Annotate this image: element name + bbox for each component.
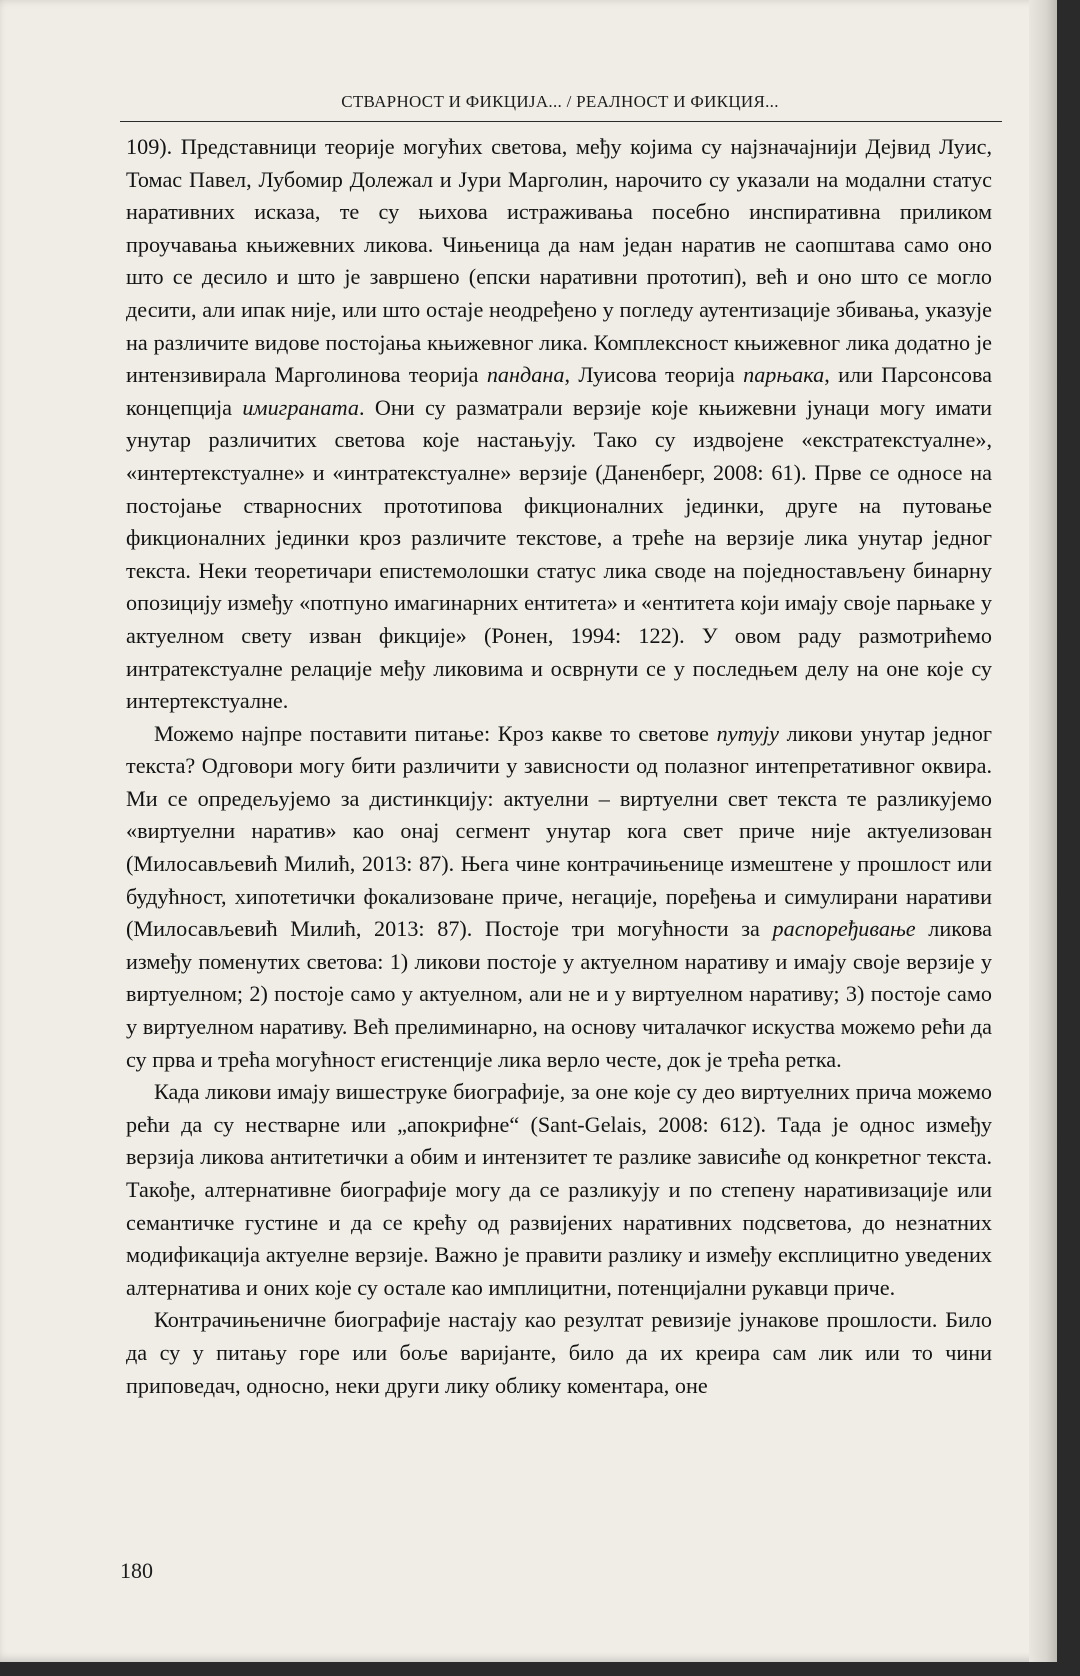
italic-term: имиграната <box>242 394 359 420</box>
text-run: Можемо најпре поставити питање: Кроз какве то светове <box>154 720 717 746</box>
paragraph-4: Контрачињеничне биографије настају као резултат ревизије јунакове прошлости. Било да су у питању горе или боље варијанте, било да их креира сам лик или то чини приповедач, односно, неки други лику облику коментара, оне <box>126 1307 992 1398</box>
text-run: 109). Представници теорије могућих светова, међу којима су најзначајнији Дејвид Луис, Томас Павел, Лубомир Долежал и Јури Марголин, нарочито су указали на модални статус наративних исказа, те су њихова истраживања посебно инспиративна приликом проучавања књижевних ликова. Чињеница да нам један наратив не саопштава само оно што се десило и што је завршено (епски наративни прототип), већ и оно што се могло десити, али ипак није, или што остаје неодређено у погледу аутентизације збивања, указује на различите видове постојања књижевног лика. Комплексност књижевног лика додатно је интензивирала Марголинова теорија <box>126 134 992 388</box>
text-run: , Луисова теорија <box>564 362 744 388</box>
text-run: ликови унутар једног текста? Одговори могу бити различити у зависности од полазног интепретативног оквира. Ми се опредељујемо за дистинкцију: актуелни – виртуелни свет текста те разликујемо «виртуелни наратив» као онај сегмент унутар кога свет приче није актуелизован (Милосављевић Милић, 2013: 87). Њега чине контрачињенице измештене у прошлост или будућност, хипотетички фокализоване приче, негације, поређења и симулирани наративи (Милосављевић Милић, 2013: 87). Постоје три могућности за <box>126 720 992 942</box>
page-number: 180 <box>120 1558 153 1583</box>
italic-term: распоређивање <box>772 916 916 942</box>
italic-term: пандана <box>486 362 565 388</box>
text-run: ликова између поменутих светова: 1) ликови постоје у актуелном наративу и имају своје верзије у виртуелном; 2) постоје само у актуелном, али не и у виртуелном наративу; 3) постоје само у виртуелном наративу. Већ прелиминарно, на основу читалачког искуства можемо рећи да су прва и трећа могућност егистенције лика верло честе, док је трећа ретка. <box>126 916 992 1072</box>
running-head: СТВАРНОСТ И ФИКЦИЈА... / РЕАЛНОСТ И ФИКЦИЯ... <box>341 92 779 111</box>
italic-term: парњака <box>743 362 825 388</box>
italic-term: путују <box>716 720 779 746</box>
paragraph-3: Када ликови имају вишеструке биографије, за оне које су део виртуелних прича можемо рећи да су нестварне или „апокрифне“ (Sant-Gelais, 2008: 612). Тада је однос између верзија ликова антитетички а обим и интензитет те разлике зависиће од конкретног текста. Такође, алтернативне биографије могу да се разликују и по степену наративизације или семантичке густине и да се крећу од развијених наративних подсветова, до незнатних модификација актуелне верзије. Важно је правити разлику и између експлицитно уведених алтернатива и оних које су остале као имплицитни, потенцијални рукавци приче. <box>126 1079 992 1300</box>
header-rule <box>120 121 1002 122</box>
text-run: , или Парсонсова концепција <box>126 362 992 420</box>
page-gutter-shadow <box>1029 0 1057 1662</box>
paragraph-2 <box>126 718 992 1077</box>
body-text <box>126 131 992 1402</box>
text-run: . Они су разматрали верзије које књижевни јунаци могу имати унутар различитих светова које настањују. Тако су издвојене «екстратекстуалне», «интертекстуалне» и «интратекстуалне» верзије (Даненберг, 2008: 61). Прве се односе на постојање стварносних прототипова фикционалних јединки, друге на путовање фикционалних јединки кроз различите текстове, а треће на верзије лика унутар једног текста. Неки теоретичари епистемолошки статус лика своде на поједностављену бинарну опозицију између «потпуно имагинарних ентитета» и «ентитета који имају своје парњаке у актуелном свету изван фикције» (Ронен, 1994: 122). У овом раду размотрићемо интратекстуалне релације међу ликовима и осврнути се у последњем делу на оне које су интертекстуалне. <box>126 394 992 714</box>
paragraph-1 <box>126 131 992 718</box>
